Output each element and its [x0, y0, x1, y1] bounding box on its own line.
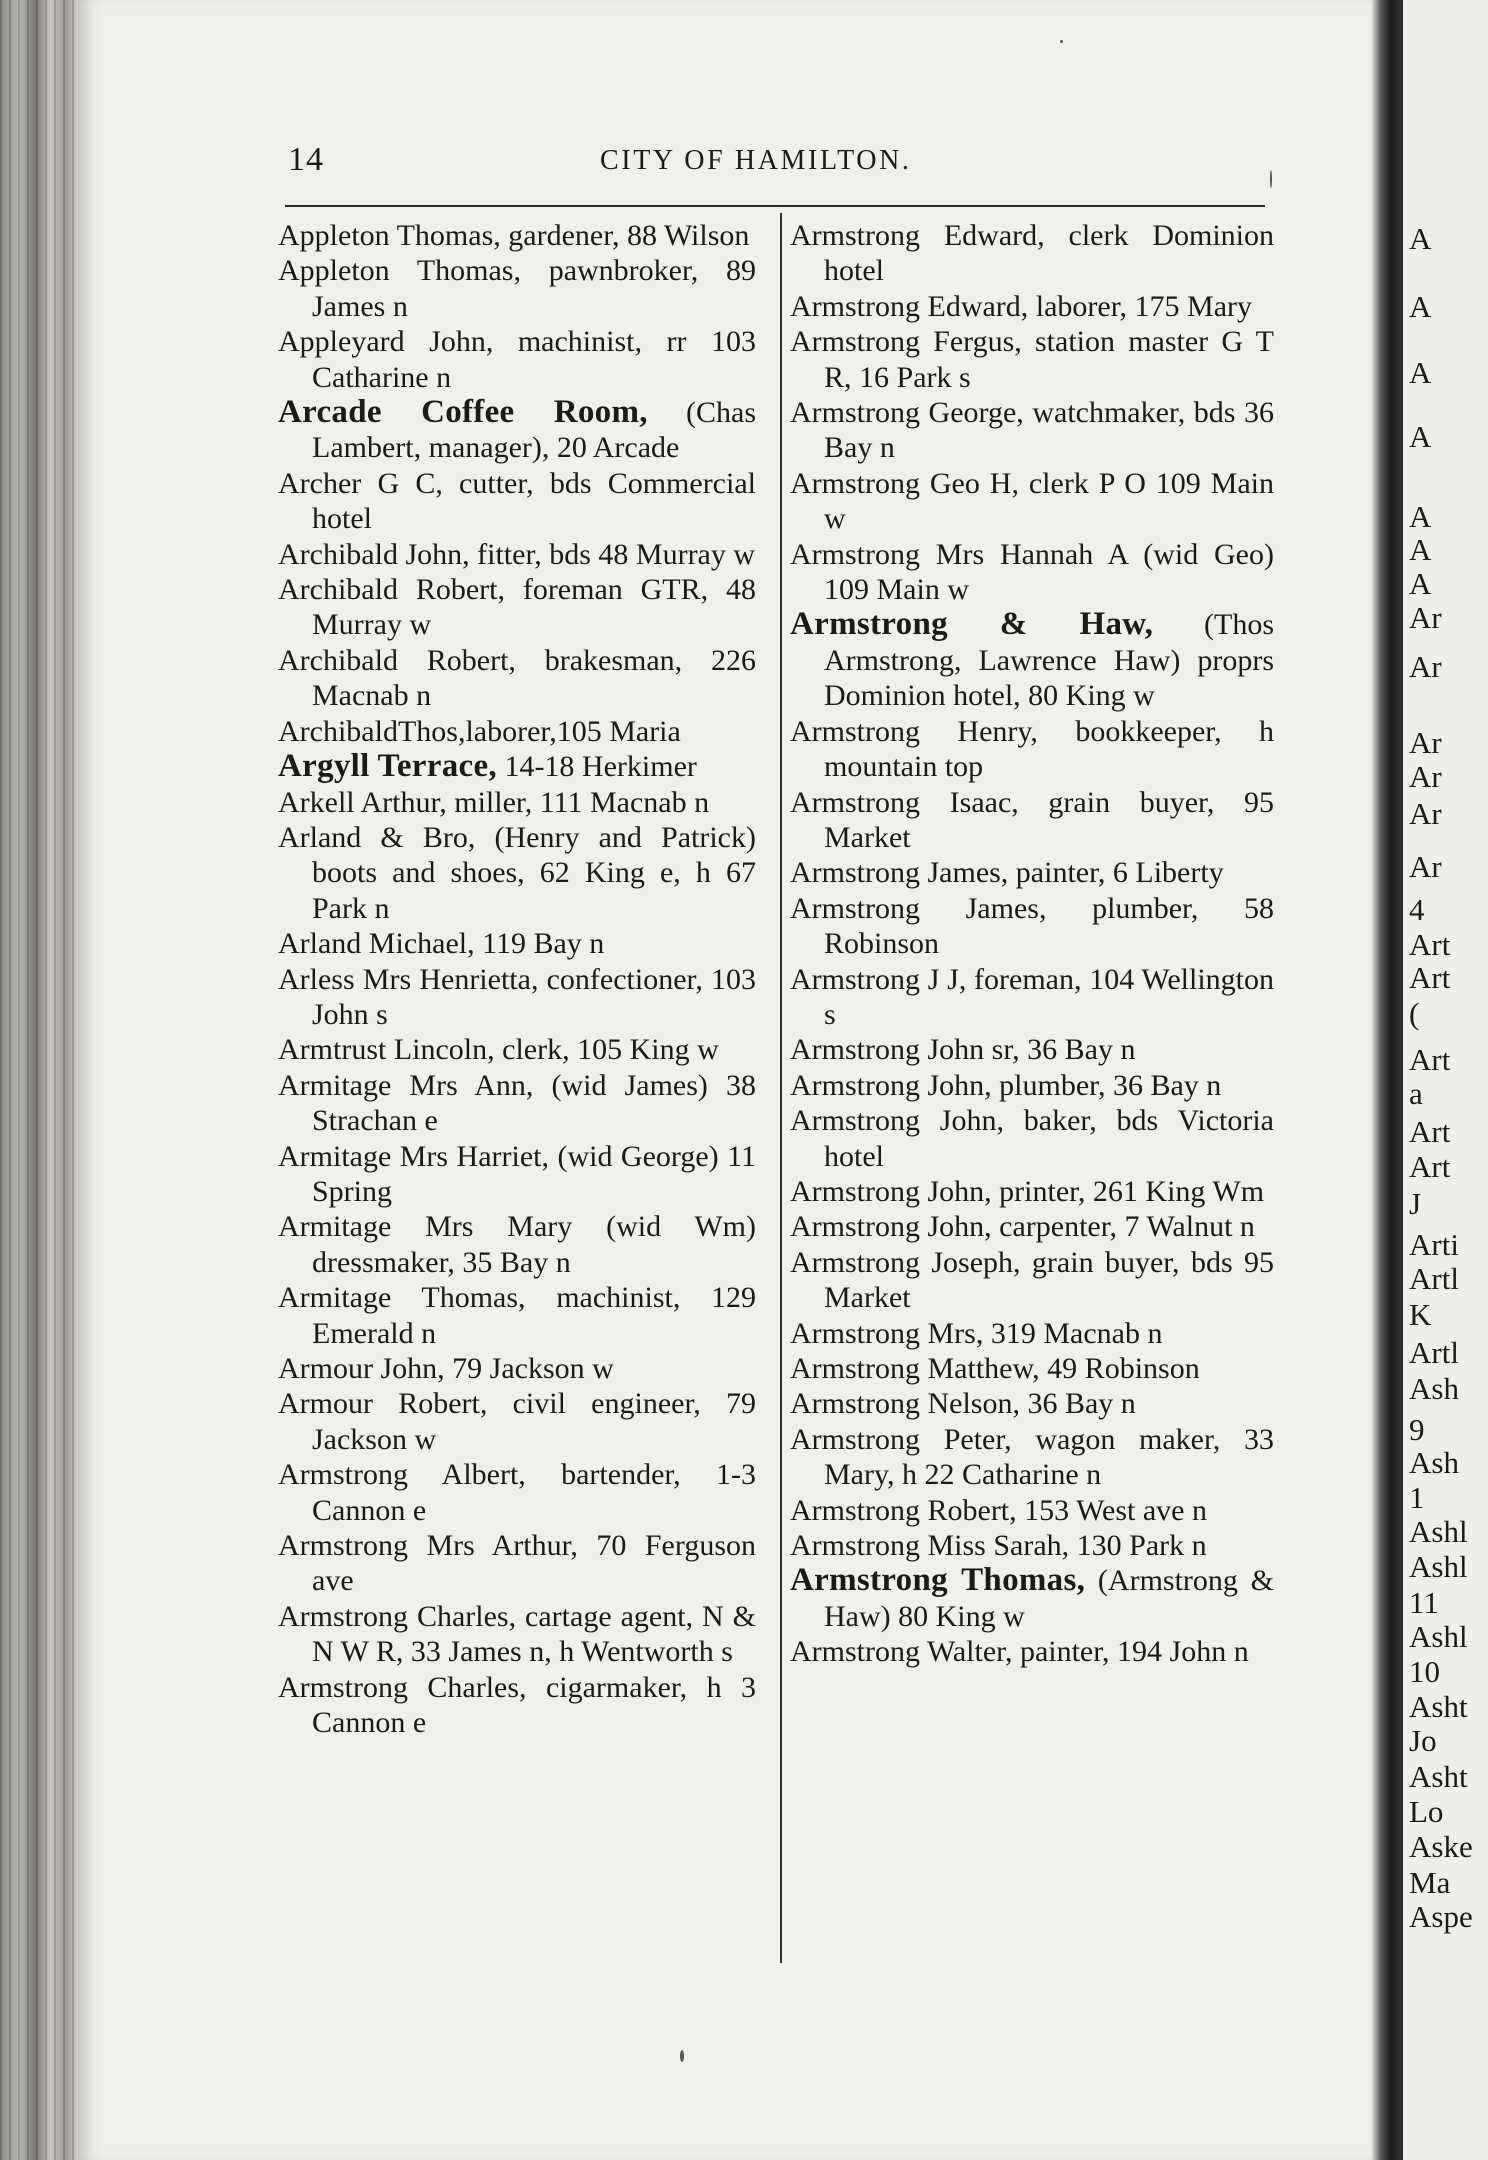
- entry-text: Archer G C, cutter, bds Commercial hotel: [278, 466, 756, 536]
- entry-text: (Armstrong & Haw) 80 King w: [824, 1564, 1274, 1633]
- entry-text: ArchibaldThos,laborer,105 Maria: [278, 714, 681, 748]
- entry-text: (Thos Armstrong, Lawrence Haw) proprs Dominion hotel, 80 King w: [824, 608, 1274, 713]
- directory-entry: [278, 1457, 756, 1528]
- entry-text: Armstrong John, plumber, 36 Bay n: [790, 1068, 1222, 1102]
- entry-text: Arland & Bro, (Henry and Patrick) boots and shoes, 62 King e, h 67 Park n: [278, 820, 756, 925]
- facing-page-fragment: [1403, 0, 1488, 2160]
- entry-text: Armour John, 79 Jackson w: [278, 1352, 614, 1385]
- directory-entry: [790, 1422, 1274, 1493]
- entry-text: Armstrong Henry, bookkeeper, h mountain top: [790, 714, 1274, 784]
- directory-entry: [790, 1209, 1274, 1244]
- facing-page-text: 9: [1409, 1412, 1425, 1447]
- directory-entry: [790, 785, 1274, 856]
- entry-text: Armstrong Edward, laborer, 175 Mary: [790, 289, 1253, 323]
- facing-page-text: Art: [1409, 1114, 1451, 1149]
- directory-entry: [790, 324, 1274, 395]
- directory-entry: [790, 537, 1274, 608]
- directory-entry: [278, 926, 756, 961]
- facing-page-text: (: [1409, 996, 1420, 1031]
- entry-bold-name: Armstrong Thomas,: [790, 1562, 1086, 1599]
- directory-entry: [278, 749, 756, 784]
- directory-entry: [790, 607, 1274, 713]
- book-binding: [0, 0, 78, 2160]
- facing-page-text: Ar: [1409, 649, 1442, 684]
- entry-text: Armstrong Edward, clerk Dominion hotel: [790, 219, 1274, 288]
- facing-page-text: 4: [1409, 892, 1425, 927]
- directory-entry: [790, 1032, 1274, 1067]
- facing-page-text: Art: [1409, 1042, 1451, 1077]
- directory-entry: [790, 1386, 1274, 1421]
- directory-entry: [278, 820, 756, 926]
- directory-entry: [790, 1634, 1274, 1669]
- entry-text: Armstrong Joseph, grain buyer, bds 95 Market: [790, 1245, 1274, 1315]
- facing-page-text: J: [1409, 1186, 1422, 1221]
- directory-entry: [278, 1351, 756, 1386]
- directory-entry: [278, 218, 756, 253]
- directory-entry: [278, 962, 756, 1033]
- directory-entry: [790, 466, 1274, 537]
- entry-text: Armstrong Charles, cigarmaker, h 3 Cannon e: [278, 1670, 756, 1740]
- facing-page-text: Ashl: [1409, 1514, 1468, 1549]
- facing-page-text: Asht: [1409, 1689, 1468, 1724]
- directory-entry: [278, 1386, 756, 1457]
- facing-page-text: Ma: [1409, 1865, 1451, 1900]
- column-divider: [780, 213, 782, 1963]
- page-header: [0, 141, 1488, 181]
- directory-entry: [278, 1280, 756, 1351]
- entry-text: Armstrong Peter, wagon maker, 33 Mary, h 22 Catharine n: [790, 1422, 1274, 1492]
- facing-page-text: A: [1409, 499, 1432, 534]
- entry-text: Armitage Mrs Mary (wid Wm) dressmaker, 35 Bay n: [278, 1210, 756, 1279]
- print-speck: [1270, 170, 1272, 188]
- facing-page-text: Arti: [1409, 1227, 1459, 1262]
- directory-entry: [790, 1528, 1274, 1563]
- directory-entry: [278, 466, 756, 537]
- directory-entry: [278, 1670, 756, 1741]
- directory-entry: [790, 218, 1274, 289]
- page-gutter-shadow: [1371, 0, 1403, 2160]
- entry-text: Armitage Mrs Harriet, (wid George) 11 Spring: [278, 1139, 756, 1208]
- facing-page-text: Ash: [1409, 1371, 1459, 1406]
- entry-text: Armstrong Albert, bartender, 1-3 Cannon e: [278, 1458, 756, 1527]
- entry-text: 14-18 Herkimer: [496, 750, 697, 784]
- directory-entry: [278, 1068, 756, 1139]
- entry-text: Armstrong Mrs Arthur, 70 Ferguson ave: [278, 1529, 756, 1598]
- entry-text: Armstrong Robert, 153 West ave n: [790, 1493, 1207, 1527]
- running-title: CITY OF HAMILTON.: [600, 145, 912, 176]
- directory-entry: [278, 1528, 756, 1599]
- entry-text: Archibald Robert, brakesman, 226 Macnab n: [278, 643, 756, 713]
- facing-page-text: A: [1409, 221, 1432, 256]
- directory-entry: [790, 1174, 1274, 1209]
- facing-page-text: Ashl: [1409, 1619, 1468, 1654]
- directory-entry: [790, 714, 1274, 785]
- directory-entry: [790, 1316, 1274, 1351]
- facing-page-text: Ar: [1409, 600, 1442, 635]
- entry-text: Armstrong John, carpenter, 7 Walnut n: [790, 1210, 1255, 1244]
- right-column: [790, 218, 1274, 1670]
- facing-page-text: Asht: [1409, 1759, 1468, 1794]
- facing-page-text: Art: [1409, 960, 1451, 995]
- directory-entry: [278, 643, 756, 714]
- facing-page-text: Art: [1409, 1149, 1451, 1184]
- directory-entry: [790, 855, 1274, 890]
- facing-page-text: 11: [1409, 1585, 1439, 1620]
- directory-entry: [278, 1139, 756, 1210]
- entry-text: Armstrong Charles, cartage agent, N & N W R, 33 James n, h Wentworth s: [278, 1599, 756, 1669]
- print-speck: [1060, 40, 1063, 43]
- directory-entry: [790, 1245, 1274, 1316]
- facing-page-text: 10: [1409, 1654, 1440, 1689]
- entry-text: Arland Michael, 119 Bay n: [278, 927, 605, 961]
- entry-text: Armstrong Mrs Hannah A (wid Geo) 109 Main w: [790, 537, 1274, 607]
- entry-text: Armstrong Fergus, station master G T R, 16 Park s: [790, 325, 1274, 394]
- entry-text: Armtrust Lincoln, clerk, 105 King w: [278, 1033, 719, 1067]
- entry-text: Armstrong Miss Sarah, 130 Park n: [790, 1529, 1207, 1563]
- header-rule: [285, 205, 1265, 207]
- entry-text: Arless Mrs Henrietta, confectioner, 103 John s: [278, 962, 756, 1031]
- facing-page-text: A: [1409, 419, 1432, 454]
- entry-text: Armstrong John, baker, bds Victoria hotel: [790, 1104, 1274, 1173]
- facing-page-text: Jo: [1409, 1723, 1437, 1758]
- facing-page-text: A: [1409, 532, 1432, 567]
- facing-page-text: Ar: [1409, 725, 1442, 760]
- directory-entry: [278, 1032, 756, 1067]
- entry-text: Armour Robert, civil engineer, 79 Jackson w: [278, 1387, 756, 1456]
- facing-page-text: Aske: [1409, 1829, 1473, 1864]
- entry-text: Armstrong Walter, painter, 194 John n: [790, 1635, 1249, 1669]
- directory-entry: [790, 1068, 1274, 1103]
- directory-entry: [278, 395, 756, 466]
- entry-text: Armstrong James, painter, 6 Liberty: [790, 856, 1224, 890]
- directory-entry: [790, 962, 1274, 1033]
- facing-page-text: 1: [1409, 1480, 1425, 1515]
- entry-text: Armstrong John, printer, 261 King Wm: [790, 1174, 1265, 1208]
- directory-entry: [790, 1103, 1274, 1174]
- facing-page-text: Art: [1409, 927, 1451, 962]
- left-column: [278, 218, 756, 1740]
- directory-entry: [278, 253, 756, 324]
- entry-text: Armstrong Isaac, grain buyer, 95 Market: [790, 785, 1274, 854]
- entry-bold-name: Armstrong & Haw,: [790, 606, 1154, 643]
- entry-text: Arkell Arthur, miller, 111 Macnab n: [278, 785, 710, 819]
- facing-page-text: Ashl: [1409, 1549, 1468, 1584]
- facing-page-text: Aspe: [1409, 1899, 1473, 1934]
- directory-entry: [278, 324, 756, 395]
- entry-text: Armstrong Nelson, 36 Bay n: [790, 1387, 1136, 1421]
- facing-page-text: Ar: [1409, 849, 1442, 884]
- directory-entry: [790, 1563, 1274, 1634]
- entry-text: Armstrong Mrs, 319 Macnab n: [790, 1316, 1163, 1350]
- entry-text: Appleton Thomas, pawnbroker, 89 James n: [278, 254, 756, 323]
- entry-text: Archibald John, fitter, bds 48 Murray w: [278, 537, 756, 571]
- page-number: 14: [288, 141, 324, 178]
- facing-page-text: K: [1409, 1297, 1432, 1332]
- directory-entry: [790, 289, 1274, 324]
- directory-entry: [278, 537, 756, 572]
- facing-page-text: Artl: [1409, 1335, 1459, 1370]
- facing-page-text: a: [1409, 1076, 1423, 1111]
- directory-entry: [278, 572, 756, 643]
- facing-page-text: A: [1409, 355, 1432, 390]
- directory-entry: [278, 714, 756, 749]
- directory-entry: [790, 395, 1274, 466]
- facing-page-text: Lo: [1409, 1794, 1444, 1829]
- entry-text: (Chas Lambert, manager), 20 Arcade: [312, 396, 757, 465]
- print-speck: [680, 2050, 684, 2062]
- entry-bold-name: Argyll Terrace,: [278, 748, 497, 785]
- entry-text: Armstrong John sr, 36 Bay n: [790, 1033, 1136, 1067]
- facing-page-text: Ar: [1409, 759, 1442, 794]
- directory-entry: [278, 785, 756, 820]
- directory-entry: [278, 1599, 756, 1670]
- entry-text: Armstrong Matthew, 49 Robinson: [790, 1352, 1200, 1385]
- facing-page-text: Artl: [1409, 1261, 1459, 1296]
- facing-page-text: A: [1409, 566, 1432, 601]
- facing-page-text: Ash: [1409, 1445, 1459, 1480]
- entry-text: Armitage Mrs Ann, (wid James) 38 Strachan e: [278, 1068, 756, 1138]
- entry-text: Appleyard John, machinist, rr 103 Catharine n: [278, 325, 756, 394]
- entry-text: Armstrong George, watchmaker, bds 36 Bay n: [790, 396, 1274, 465]
- entry-text: Appleton Thomas, gardener, 88 Wilson: [278, 219, 750, 252]
- directory-entry: [790, 891, 1274, 962]
- entry-text: Armitage Thomas, machinist, 129 Emerald n: [278, 1281, 756, 1350]
- directory-entry: [278, 1209, 756, 1280]
- entry-bold-name: Arcade Coffee Room,: [278, 394, 648, 431]
- directory-entry: [790, 1493, 1274, 1528]
- entry-text: Armstrong J J, foreman, 104 Wellington s: [790, 962, 1274, 1031]
- entry-text: Armstrong James, plumber, 58 Robinson: [790, 891, 1274, 961]
- facing-page-text: Ar: [1409, 796, 1442, 831]
- directory-entry: [790, 1351, 1274, 1386]
- entry-text: Archibald Robert, foreman GTR, 48 Murray w: [278, 573, 756, 642]
- facing-page-text: A: [1409, 289, 1432, 324]
- entry-text: Armstrong Geo H, clerk P O 109 Main w: [790, 466, 1274, 536]
